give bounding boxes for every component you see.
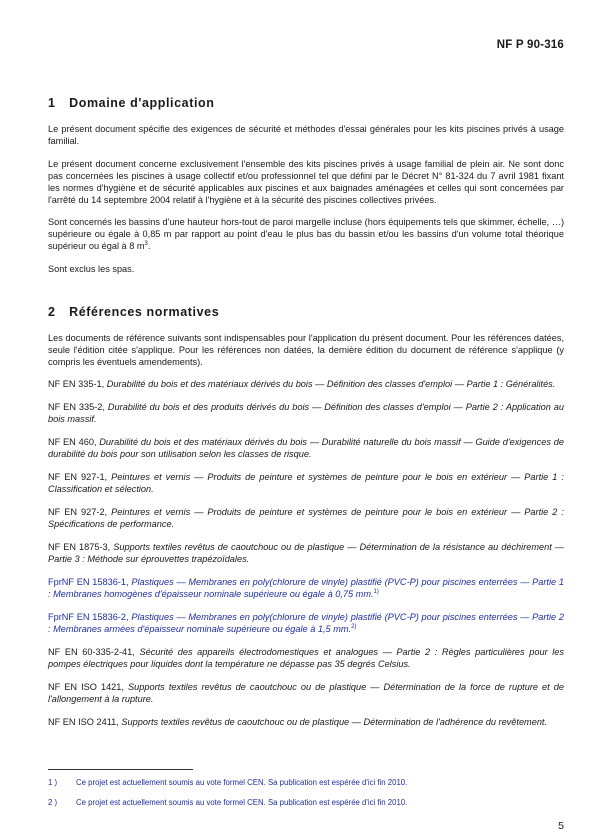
reference-item [48,506,564,530]
footnote-marker: 2) [351,623,357,630]
footnote-text: Ce projet est actuellement soumis au vote formel CEN. Sa publication est espérée d'ici fin 2010. [76,778,408,787]
section-number: 2 [48,304,56,319]
reference-code: NF EN 335-1, [48,379,105,389]
reference-title: Plastiques — Membranes en poly(chlorure de vinyle) plastifié (PVC-P) pour piscines enterrées — Partie 2 : Membranes armées d'épaisseur nominale supérieure ou égale à 1,5 mm. [48,612,564,634]
reference-code: NF EN 1875-3, [48,542,111,552]
reference-item [48,646,564,670]
paragraph-text: Sont concernés les bassins d'une hauteur hors-tout de paroi margelle incluse (hors équipements tels que skimmer, échelle, …) supérieure ou égale à 0,85 m par rapport au point d'eau le plus bas du bassin et/ou les bassins d'un volume total théorique supérieur ou égal à 8 m [48,217,564,251]
reference-title: Sécurité des appareils électrodomestiques et analogues — Partie 2 : Règles particulières pour les pompes électriques pour liquides dont la température ne dépasse pas 35 degrés Celsius. [48,647,564,669]
reference-item [48,378,564,390]
reference-title: Supports textiles revêtus de caoutchouc ou de plastique — Détermination de l'adhérence du revêtement. [121,717,548,727]
reference-code: NF EN 927-2, [48,507,108,517]
paragraph: Sont concernés les bassins d'une hauteur hors-tout de paroi margelle incluse (hors équipements tels que skimmer, échelle, …) supérieure ou égale à 0,85 m par rapport au point d'eau le plus bas du bassin et/ou les bassins d'un volume total théorique supérieur ou égal à 8 $m^3$. [48,217,564,251]
paragraph: Le présent document spécifie des exigences de sécurité et méthodes d'essai générales pour les kits piscines privés à usage familial. [48,124,564,146]
section-title: Références normatives [69,304,220,319]
reference-title: Supports textiles revêtus de caoutchouc ou de plastique — Détermination de la force de rupture et de l'allongement à la rupture. [48,682,564,704]
volume-exponent: 3 [144,240,148,247]
reference-item [48,471,564,495]
paragraph: Les documents de référence suivants sont indispensables pour l'application du présent document. Pour les références datées, seule l'édition citée s'applique. Pour les références non datées, la dernière édition du document de référence s'applique (y compris les éventuels amendements). [48,332,564,367]
reference-item [48,716,564,728]
footnote-divider [48,769,193,770]
reference-title: Durabilité du bois et des produits dérivés du bois — Définition des classes d'emploi — Partie 2 : Application au bois massif. [48,402,564,424]
reference-code: NF EN 927-1, [48,472,108,482]
footnote [48,798,407,807]
reference-item [48,611,564,635]
footnote [48,778,407,787]
reference-code: FprNF EN 15836-1, [48,577,129,587]
reference-title: Peintures et vernis — Produits de peinture et systèmes de peinture pour le bois en extérieur — Partie 1 : Classification et sélection. [48,472,564,494]
reference-code: NF EN 460, [48,437,97,447]
reference-code: NF EN 60-335-2-41, [48,647,135,657]
footnote-marker: 1) [373,588,379,595]
footnote-mark: 1 ) [48,778,58,787]
document-body [48,96,564,739]
reference-title: Supports textiles revêtus de caoutchouc ou de plastique — Détermination de la résistance au déchirement — Partie 3 : Méthode sur éprouvettes trapézoïdales. [48,542,564,564]
section-number: 1 [48,96,56,110]
footnote-text: Ce projet est actuellement soumis au vote formel CEN. Sa publication est espérée d'ici fin 2010. [76,798,408,807]
reference-item [48,576,564,600]
page-number: 5 [558,820,564,832]
section-2-heading [48,305,564,319]
reference-code: FprNF EN 15836-2, [48,612,129,622]
reference-title: Peintures et vernis — Produits de peinture et systèmes de peinture pour le bois en extérieur — Partie 2 : Spécifications de performance. [48,507,564,529]
paragraph: Sont exclus les spas. [48,263,135,274]
section-1-heading [48,96,564,110]
reference-item [48,401,564,425]
reference-item [48,541,564,565]
footnote-mark: 2 ) [48,798,58,807]
document-id: NF P 90-316 [496,39,564,51]
reference-code: NF EN ISO 2411, [48,717,119,727]
reference-title: Durabilité du bois et des matériaux dérivés du bois — Durabilité naturelle du bois massif — Guide d'exigences de durabilité du bois pour son utilisation selon les classes de risque. [48,437,564,459]
reference-code: NF EN ISO 1421, [48,682,124,692]
section-title: Domaine d'application [69,96,215,110]
paragraph: Le présent document concerne exclusivement l'ensemble des kits piscines privés à usage familial de plein air. Ne sont donc pas concernées les piscines à usage collectif et/ou professionnel tel que défini par le Décret N° 81-324 du 7 avril 1981 fixant les normes d'hygiène et de sécurité applicables aux piscines et aux baignades aménagées et celles qui sont concernées par l'arrêté du 14 septembre 2004 relatif à l'hygiène et à la sécurité des piscines collectives privées. [48,158,564,205]
reference-item [48,436,564,460]
reference-title: Durabilité du bois et des matériaux dérivés du bois — Définition des classes d'emploi — Partie 1 : Généralités. [106,379,556,389]
reference-code: NF EN 335-2, [48,402,105,412]
reference-title: Plastiques — Membranes en poly(chlorure de vinyle) plastifié (PVC-P) pour piscines enterrées — Partie 1 : Membranes homogènes d'épaisseur nominale supérieure ou égale à 0,75 mm. [48,577,564,599]
reference-item [48,681,564,705]
